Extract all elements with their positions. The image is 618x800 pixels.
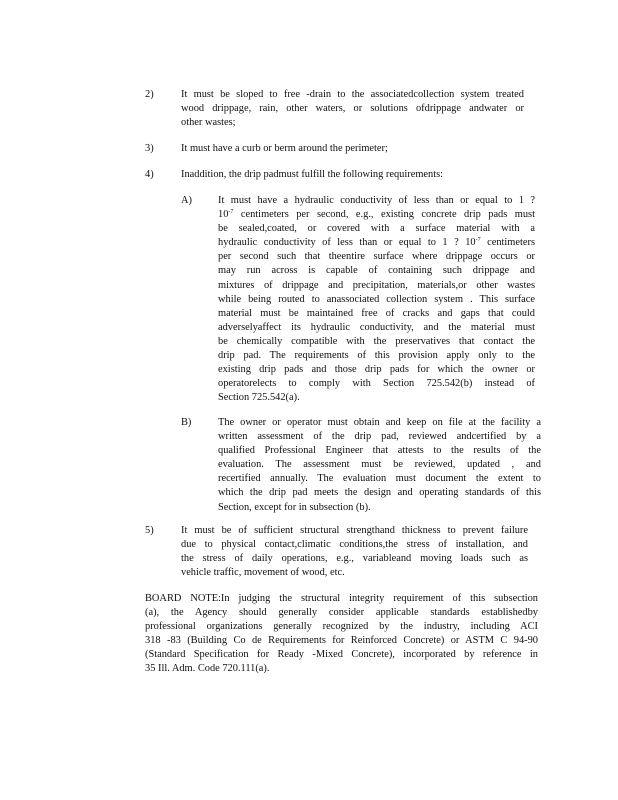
text-line: be chemically compatible with the preservatives that contact the (218, 335, 535, 347)
text-line: evaluation. The assessment must be reviewed, updated , and (218, 459, 541, 471)
board-note (145, 592, 538, 677)
text-line: professional organizations generally recognized by the industry, including ACI (145, 621, 538, 633)
text-line: written assessment of the drip pad, reviewed andcertified by a (218, 431, 541, 443)
text-line: which the drip pad meets the design and operating standards of this (218, 487, 541, 499)
text-line: recertified annually. The evaluation must document the extent to (218, 473, 541, 485)
sub-item-letter: B) (181, 417, 192, 428)
text-line: It must be of sufficient structural strengthand thickness to prevent failure (181, 525, 528, 536)
text-line: per second such that theentire surface where drippage occurs or (218, 251, 535, 263)
text-line: hydraulic conductivity of less than or equal to 1 ? $10^{-7}$ centimeters (218, 237, 535, 249)
text-line: adverselyaffect its hydraulic conductivity, and the material must (218, 321, 535, 333)
item-number: 2) (145, 89, 154, 100)
text-line: vehicle traffic, movement of wood, etc. (181, 567, 345, 579)
text-line: mixtures of drippage and precipitation, materials,or other wastes (218, 279, 535, 291)
item-number: 3) (145, 143, 154, 154)
item-number: 4) (145, 169, 154, 180)
text-line: qualified Professional Engineer that attests to the results of the (218, 445, 541, 457)
text-line: be sealed,coated, or covered with a surface material with a (218, 223, 535, 235)
text-line: 318 -83 (Building Co de Requirements for Reinforced Concrete) or ASTM C 94-90 (145, 635, 538, 647)
sub-item-letter: A) (181, 195, 192, 206)
text-line: the stress of daily operations, e.g., variableand moving loads such as (181, 553, 528, 565)
text-line: (a), the Agency should generally consider applicable standards establishedby (145, 607, 538, 619)
text-line: existing drip pads and those drip pads for which the owner or (218, 364, 535, 376)
exponent: -7 (475, 237, 481, 244)
text-line: $10^{-7}$ centimeters per second, e.g., existing concrete drip pads must (218, 209, 535, 221)
text-line: (Standard Specification for Ready -Mixed Concrete), incorporated by reference in (145, 649, 538, 661)
text-line: material must be maintained free of cracks and gaps that could (218, 307, 535, 319)
text-line: wood drippage, rain, other waters, or solutions ofdrippage andwater or (181, 103, 524, 115)
text-line: operatorelects to comply with Section 725.542(b) instead of (218, 378, 535, 390)
text-line: due to physical contact,climatic conditions,the stress of installation, and (181, 539, 528, 551)
exponent-base: 10 (218, 209, 229, 221)
text-line: Section, except for in subsection (b). (218, 501, 371, 513)
item-number: 5) (145, 525, 154, 536)
text-line: other wastes; (181, 117, 236, 129)
text-line: The owner or operator must obtain and keep on file at the facility a (218, 417, 541, 428)
text-line: drip pad. The requirements of this provision apply only to the (218, 350, 535, 362)
text-line: may run across is capable of containing such drippage and (218, 265, 535, 277)
text-line: BOARD NOTE:In judging the structural integrity requirement of this subsection (145, 593, 538, 604)
text-line: Section 725.542(a). (218, 392, 300, 404)
text-line: while being routed to anassociated collection system . This surface (218, 293, 535, 305)
text-line: Inaddition, the drip padmust fulfill the following requirements: (181, 169, 444, 180)
text-line: It must have a hydraulic conductivity of less than or equal to 1 ? (218, 195, 535, 206)
text-line: 35 Ill. Adm. Code 720.111(a). (145, 663, 270, 675)
exponent: -7 (228, 209, 234, 216)
text-line: It must be sloped to free -drain to the associatedcollection system treated (181, 89, 524, 100)
text-line: It must have a curb or berm around the perimeter; (181, 143, 388, 154)
